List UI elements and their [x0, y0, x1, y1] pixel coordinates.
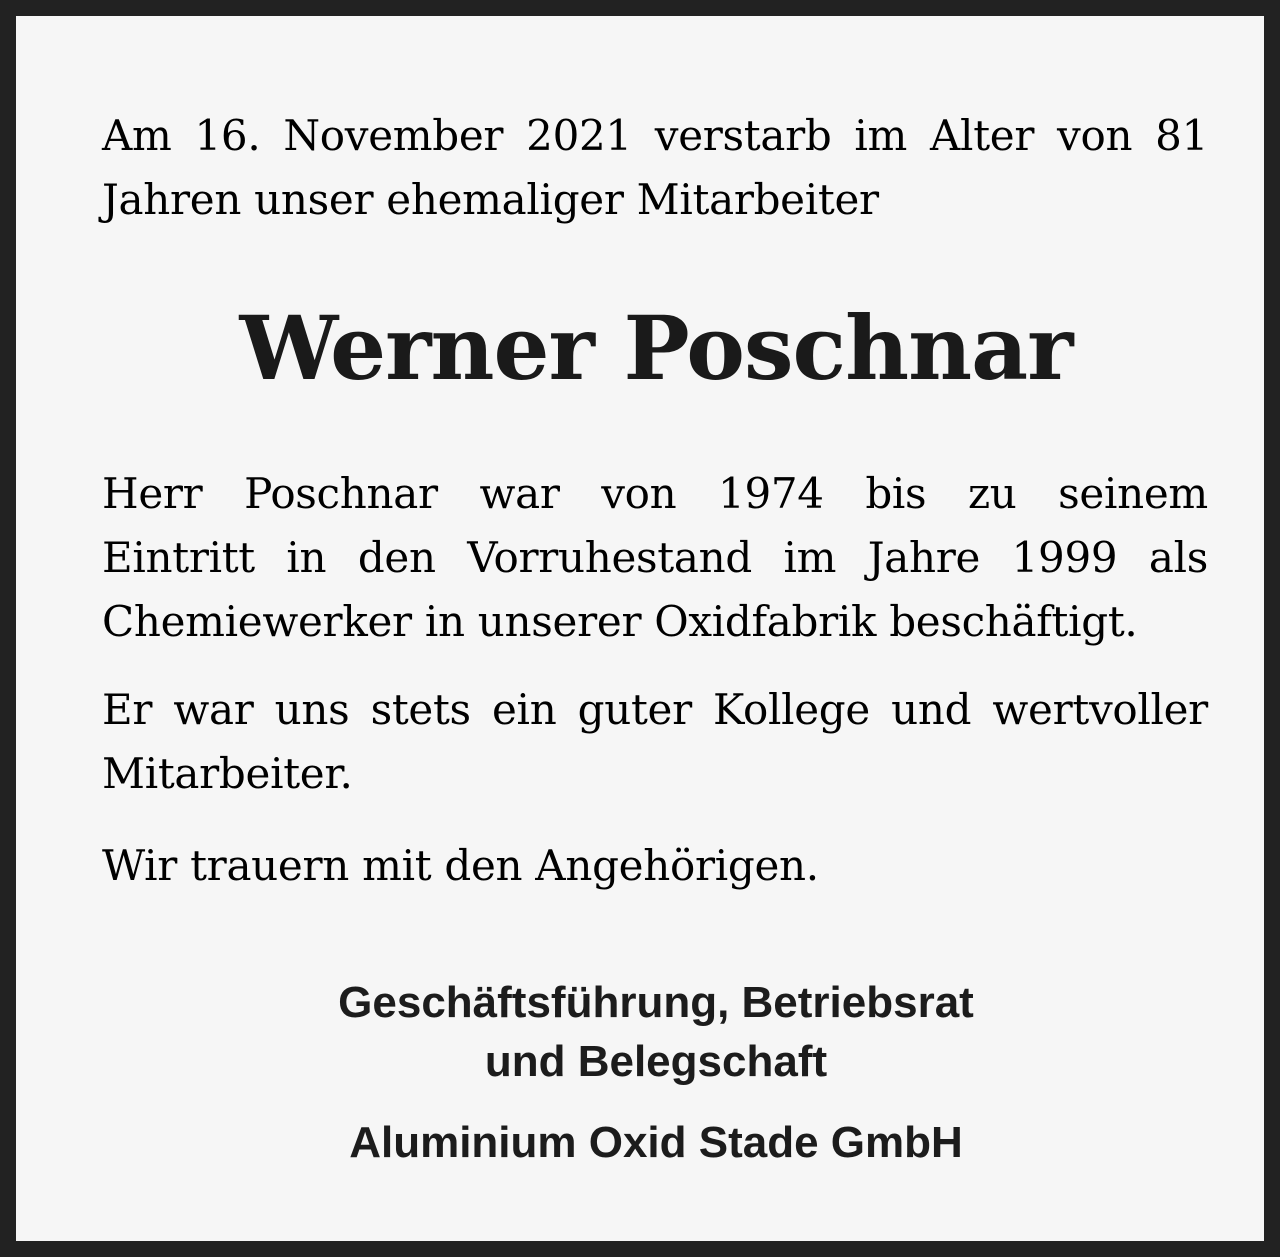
word: 1974: [718, 469, 824, 518]
tribute-paragraph: [102, 678, 1208, 806]
word: guter: [577, 685, 692, 734]
word: war: [479, 469, 560, 518]
intro-line-2: Jahren unser ehemaliger Mitarbeiter: [102, 175, 879, 224]
company-name: Aluminium Oxid Stade GmbH: [349, 1118, 963, 1167]
word: bis: [865, 469, 927, 518]
mourning-line: Wir trauern mit den Angehörigen.: [102, 841, 819, 890]
word: 81: [1155, 111, 1208, 160]
signature-line-2: und Belegschaft: [484, 1037, 828, 1086]
employment-line-1: [102, 462, 1208, 526]
word: Vorruhestand: [467, 533, 752, 582]
intro-text: [102, 104, 1208, 232]
word: Am: [102, 111, 172, 160]
word: wertvoller: [992, 685, 1208, 734]
word: von: [1057, 111, 1133, 160]
employment-line-3: Chemiewerker in unserer Oxidfabrik beschäftigt.: [102, 597, 1138, 646]
word: Herr: [102, 469, 203, 518]
word: Poschnar: [244, 469, 438, 518]
word: 2021: [526, 111, 632, 160]
word: Jahre: [867, 533, 981, 582]
tribute-line-1: [102, 678, 1208, 742]
word: verstarb: [654, 111, 832, 160]
word: von: [601, 469, 677, 518]
word: und: [891, 685, 972, 734]
word: 1999: [1011, 533, 1118, 582]
employment-line-2: [102, 526, 1208, 590]
signature-line-1: Geschäftsführung, Betriebsrat: [338, 978, 974, 1027]
word: November: [283, 111, 504, 160]
word: zu: [967, 469, 1017, 518]
word: war: [173, 685, 254, 734]
word: in: [286, 533, 327, 582]
tribute-line-2: Mitarbeiter.: [102, 749, 353, 798]
word: den: [357, 533, 436, 582]
word: im: [783, 533, 837, 582]
word: seinem: [1058, 469, 1208, 518]
employment-paragraph: [102, 462, 1208, 654]
word: stets: [370, 685, 471, 734]
word: Eintritt: [102, 533, 255, 582]
word: Alter: [930, 111, 1035, 160]
word: ein: [492, 685, 557, 734]
intro-line-1: [102, 104, 1208, 168]
word: im: [854, 111, 908, 160]
word: uns: [274, 685, 350, 734]
mourning-paragraph: [102, 834, 1208, 898]
deceased-name: Werner Poschnar: [239, 296, 1073, 400]
word: Kollege: [713, 685, 870, 734]
word: 16.: [194, 111, 261, 160]
word: als: [1148, 533, 1208, 582]
word: Er: [102, 685, 153, 734]
